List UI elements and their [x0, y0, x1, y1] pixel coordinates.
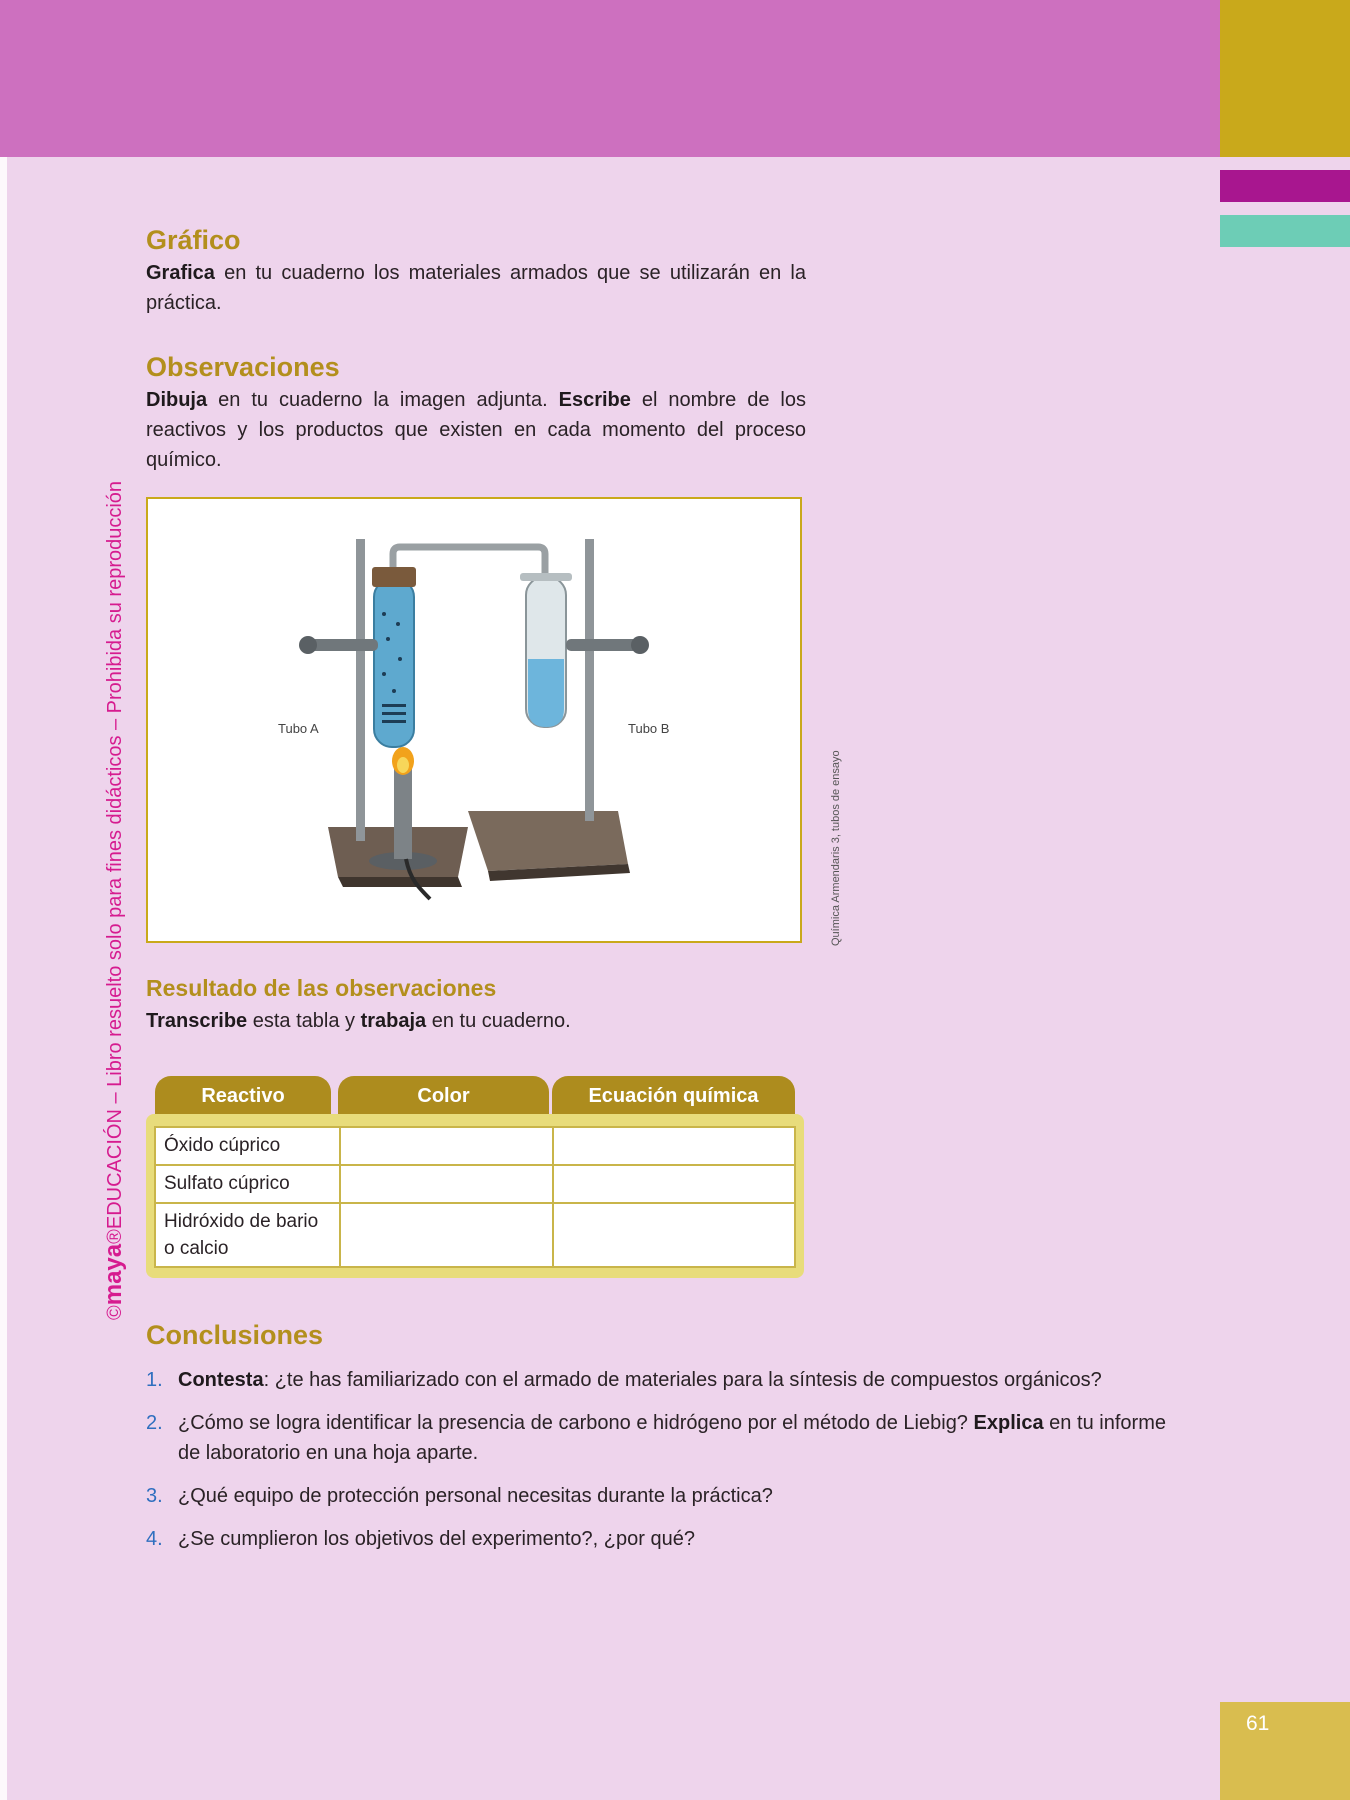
resultado-text2: en tu cuaderno. — [426, 1010, 571, 1032]
dibuja-verb: Dibuja — [146, 389, 208, 411]
results-table — [146, 1076, 804, 1278]
table-cell — [340, 1127, 553, 1165]
table-cell: Óxido cúprico — [155, 1127, 340, 1165]
table-cell — [553, 1127, 795, 1165]
list-item — [146, 1365, 1166, 1395]
page-number: 61 — [1246, 1712, 1270, 1735]
magenta-tab-strip — [1220, 170, 1350, 202]
observaciones-text2: el nombre de los reactivos y los productos que existen en cada momento del proceso químico. — [146, 389, 806, 471]
clamp-left — [308, 639, 378, 651]
observaciones-text1: en tu cuaderno la imagen adjunta. — [207, 389, 559, 411]
list-item — [146, 1408, 1166, 1468]
conclusiones-list — [146, 1365, 1166, 1554]
table-cell — [553, 1203, 795, 1267]
page-number-box — [1220, 1702, 1350, 1800]
tube-b-liquid — [528, 659, 564, 727]
resultado-text1: esta tabla y — [247, 1010, 361, 1032]
item-text: ¿Qué equipo de protección personal necesitas durante la práctica? — [178, 1485, 773, 1507]
conclusiones-heading: Conclusiones — [146, 1320, 324, 1350]
grafico-instruction — [146, 258, 806, 318]
item-text: en tu informe de laboratorio en una hoja aparte. — [178, 1412, 1166, 1464]
lab-apparatus-figure — [146, 497, 802, 943]
table-row — [155, 1203, 795, 1267]
header-reactivo: Reactivo — [155, 1076, 331, 1116]
figure-credit: Química Armendaris 3, tubos de ensayo — [830, 750, 842, 946]
header-gold-block — [1220, 0, 1350, 157]
resultado-section — [146, 975, 806, 1036]
item-text: ¿Se cumplieron los objetivos del experimento?, ¿por qué? — [178, 1528, 695, 1550]
registered-symbol: ® — [104, 1229, 126, 1244]
resultado-instruction — [146, 1006, 806, 1036]
item-number: 3. — [146, 1485, 163, 1507]
resultado-heading: Resultado de las observaciones — [146, 975, 497, 1001]
observaciones-heading: Observaciones — [146, 352, 340, 382]
table-cell — [340, 1165, 553, 1203]
tubo-a-label: Tubo A — [278, 721, 319, 736]
side-credit-text: EDUCACIÓN – Libro resuelto solo para fines didácticos – Prohibida su reproducción — [104, 480, 126, 1230]
table-cell — [553, 1165, 795, 1203]
grafico-verb: Grafica — [146, 262, 215, 284]
stand-rod-left — [356, 539, 365, 841]
stand-rod-right — [585, 539, 594, 821]
explica-verb: Explica — [973, 1412, 1044, 1434]
lab-apparatus-illustration — [148, 499, 800, 941]
stand-base-right — [468, 811, 628, 871]
table-cell: Sulfato cúprico — [155, 1165, 340, 1203]
transcribe-verb: Transcribe — [146, 1010, 248, 1032]
item-text: : ¿te has familiarizado con el armado de materiales para la síntesis de compuestos orgánicos? — [263, 1369, 1102, 1391]
item-number: 4. — [146, 1528, 163, 1550]
list-item — [146, 1524, 1166, 1554]
copyright-symbol: © — [104, 1305, 126, 1320]
escribe-verb: Escribe — [558, 389, 631, 411]
observaciones-instruction — [146, 385, 806, 475]
tube-a-stopper — [372, 567, 416, 587]
contesta-verb: Contesta — [178, 1369, 264, 1391]
item-number: 1. — [146, 1369, 163, 1391]
table-cell: Hidróxido de bario o calcio — [155, 1203, 340, 1267]
item-number: 2. — [146, 1412, 163, 1434]
teal-tab-strip — [1220, 215, 1350, 247]
intro-sections — [146, 225, 806, 475]
table-cell — [340, 1203, 553, 1267]
header-color: Color — [338, 1076, 549, 1116]
grafico-text: en tu cuaderno los materiales armados que se utilizarán en la práctica. — [146, 262, 806, 314]
header-ecuacion: Ecuación química — [552, 1076, 795, 1116]
results-grid — [154, 1126, 796, 1268]
connecting-tube — [393, 547, 545, 649]
brand-logo-text: maya — [100, 1243, 127, 1306]
header-band — [0, 0, 1220, 157]
page-edge — [0, 157, 7, 1800]
table-row — [155, 1165, 795, 1203]
grafico-heading: Gráfico — [146, 225, 241, 255]
side-copyright-credit — [100, 481, 128, 1320]
item-text: ¿Cómo se logra identificar la presencia de carbono e hidrógeno por el método de Liebig? — [178, 1412, 974, 1434]
trabaja-verb: trabaja — [360, 1010, 427, 1032]
conclusiones-section — [146, 1320, 1166, 1567]
clamp-right — [566, 639, 638, 651]
burner-tube — [394, 767, 412, 859]
table-row — [155, 1127, 795, 1165]
tubo-b-label: Tubo B — [628, 721, 670, 736]
list-item — [146, 1481, 1166, 1511]
